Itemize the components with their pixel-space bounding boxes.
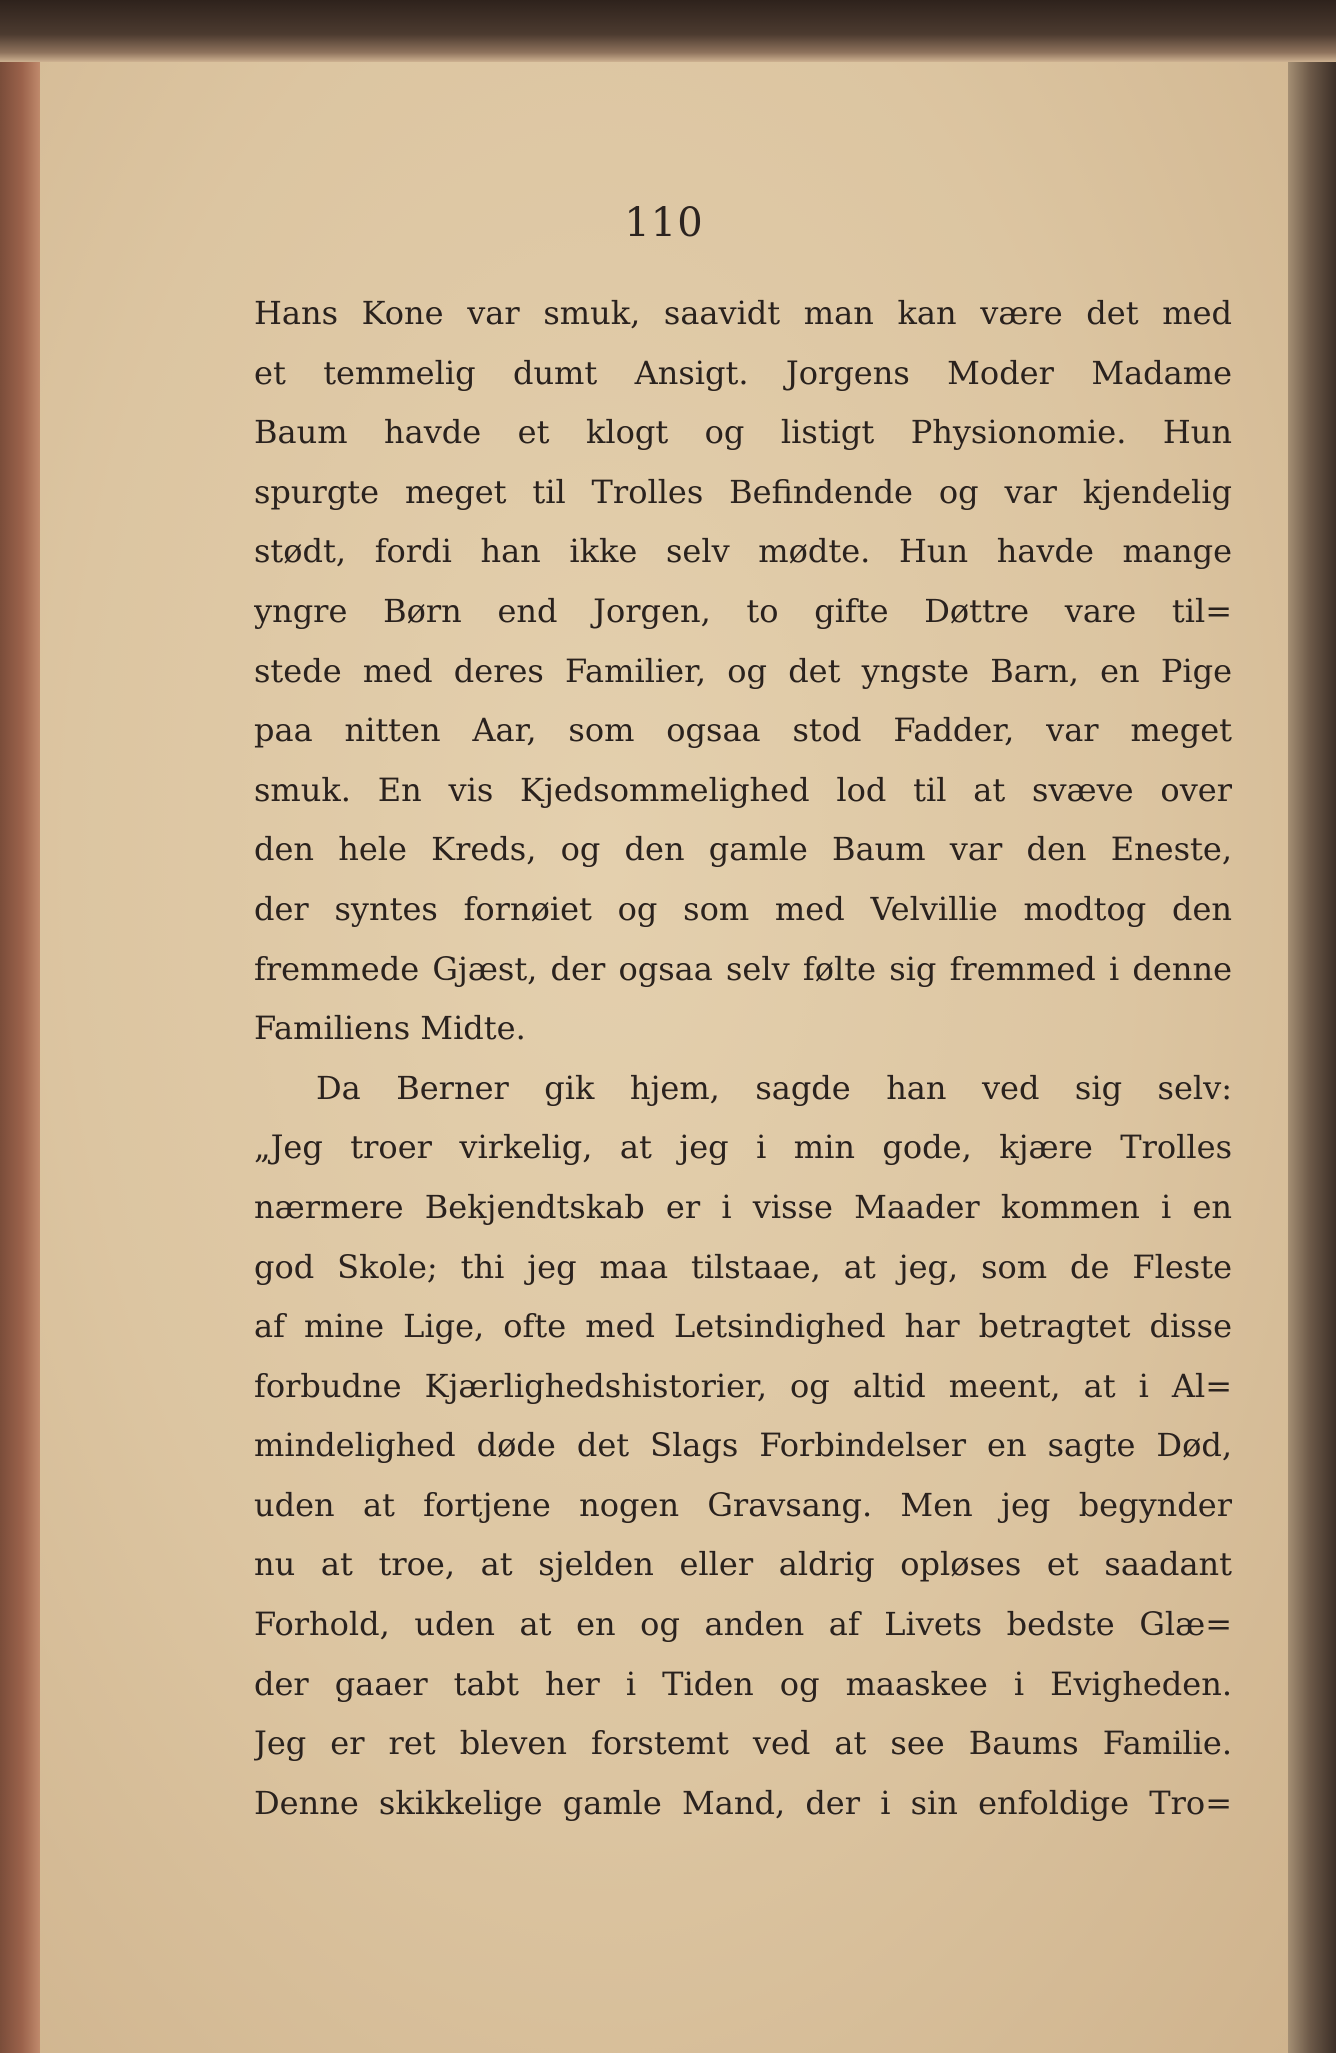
- body-text: [254, 284, 1232, 1833]
- text-line: Baum havde et klogt og listigt Physionomie. Hun: [254, 413, 1232, 452]
- text-line: et temmelig dumt Ansigt. Jorgens Moder Madame: [254, 353, 1232, 392]
- text-line: nu at troe, at sjelden eller aldrig opløses et saadant: [254, 1545, 1232, 1584]
- text-line: stødt, fordi han ikke selv mødte. Hun havde mange: [254, 532, 1232, 571]
- text-line: „Jeg troer virkelig, at jeg i min gode, kjære Trolles: [254, 1128, 1232, 1167]
- text-line: Familiens Midte.: [254, 1009, 526, 1048]
- text-line: der syntes fornøiet og som med Velvillie modtog den: [254, 889, 1232, 928]
- page-sheet: [40, 62, 1288, 2053]
- text-line: stede med deres Familier, og det yngste Barn, en Pige: [254, 651, 1232, 690]
- text-line: paa nitten Aar, som ogsaa stod Fadder, var meget: [254, 711, 1232, 750]
- text-line: fremmede Gjæst, der ogsaa selv følte sig fremmed i denne: [254, 949, 1232, 988]
- text-line: god Skole; thi jeg maa tilstaae, at jeg, som de Fleste: [254, 1247, 1232, 1286]
- text-line: spurgte meget til Trolles Befindende og var kjendelig: [254, 472, 1232, 511]
- text-line: forbudne Kjærlighedshistorier, og altid meent, at i Al=: [254, 1366, 1232, 1405]
- text-line: Forhold, uden at en og anden af Livets bedste Glæ=: [254, 1605, 1232, 1644]
- text-line: yngre Børn end Jorgen, to gifte Døttre vare til=: [254, 591, 1232, 630]
- text-line: uden at fortjene nogen Gravsang. Men jeg begynder: [254, 1485, 1232, 1524]
- text-line: Jeg er ret bleven forstemt ved at see Baums Familie.: [254, 1724, 1232, 1763]
- page-fore-edge: [1288, 0, 1336, 2053]
- page-number: 110: [624, 200, 704, 246]
- text-line: den hele Kreds, og den gamle Baum var den Eneste,: [254, 830, 1232, 869]
- text-line: der gaaer tabt her i Tiden og maaskee i Evigheden.: [254, 1664, 1232, 1703]
- text-line: nærmere Bekjendtskab er i visse Maader kommen i en: [254, 1187, 1232, 1226]
- text-line: Denne skikkelige gamle Mand, der i sin enfoldige Tro=: [254, 1783, 1232, 1822]
- text-line: Da Berner gik hjem, sagde han ved sig selv:: [316, 1068, 1232, 1107]
- text-line: af mine Lige, ofte med Letsindighed har betragtet disse: [254, 1307, 1232, 1346]
- text-line: Hans Kone var smuk, saavidt man kan være det med: [254, 294, 1232, 332]
- text-line: smuk. En vis Kjedsommelighed lod til at svæve over: [254, 770, 1232, 809]
- book-spine-edge: [0, 0, 40, 2053]
- text-line: mindelighed døde det Slags Forbindelser en sagte Død,: [254, 1426, 1232, 1465]
- book-top-edge: [0, 0, 1336, 62]
